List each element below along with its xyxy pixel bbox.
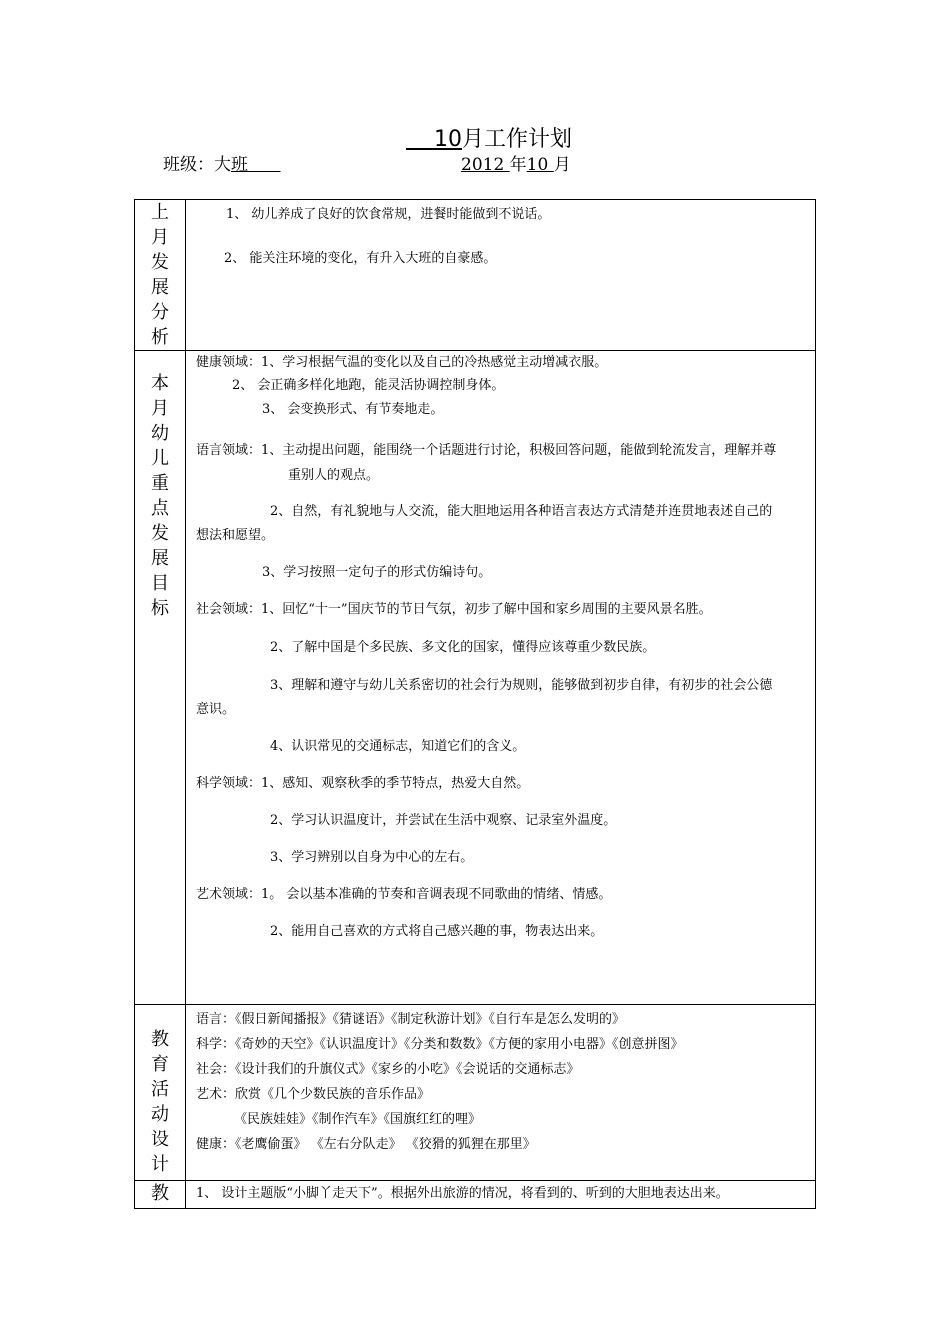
title-text: 月工作计划 — [461, 127, 572, 152]
activity-science: 科学：《奇妙的天空》《认识温度计》《分类和数数》《方便的家用小电器》《创意拼图》 — [196, 1037, 684, 1052]
title-month-number: 10 — [433, 127, 462, 152]
class-value: 班 — [231, 155, 281, 175]
goal-health-3: 3、 会变换形式、有节奏地走。 — [262, 402, 444, 417]
goal-social-1: 社会领域：1、回忆“十一”国庆节的节日气氛，初步了解中国和家乡周围的主要风景名胜。 — [196, 602, 712, 617]
goal-science-2: 2、学习认识温度计，并尝试在生活中观察、记录室外温度。 — [270, 813, 617, 828]
month-value: 10 — [526, 155, 554, 175]
goal-art-1: 艺术领域：1。 会以基本准确的节奏和音调表现不同歌曲的情绪、情感。 — [196, 887, 612, 902]
goal-social-3: 3、理解和遵守与幼儿关系密切的社会行为规则，能够做到初步自律，有初步的社会公德 — [270, 678, 773, 693]
heading-goals: 本月幼儿重点发展目标 — [135, 351, 186, 1005]
page-title — [406, 122, 572, 153]
heading-last-month: 上月发展分析 — [135, 200, 186, 351]
year-suffix: 年 — [509, 155, 527, 175]
title-underline-prefix — [406, 127, 434, 152]
month-suffix: 月 — [553, 155, 571, 175]
goal-science-1: 科学领域：1、感知、观察秋季的季节特点，热爱大自然。 — [196, 776, 530, 791]
class-label: 班级：大 — [163, 155, 231, 175]
goal-health-1: 健康领域：1、学习根据气温的变化以及自己的冷热感觉主动增减衣服。 — [196, 355, 608, 370]
environment-item-1: 1、 设计主题版“小脚丫走天下”。根据外出旅游的情况，将看到的、听到的大胆地表达出来。 — [196, 1186, 729, 1201]
goal-science-3: 3、学习辨别以自身为中心的左右。 — [270, 850, 474, 865]
goal-language-2: 2、自然，有礼貌地与人交流，能大胆地运用各种语言表达方式清楚并连贯地表述自己的 — [270, 504, 773, 519]
content-last-month — [186, 200, 816, 351]
goal-language-1: 语言领域：1、主动提出问题，能围绕一个话题进行讨论，积极回答问题，能做到轮流发言，理解并尊 — [196, 443, 777, 458]
last-month-item-2: 2、 能关注环境的变化，有升入大班的自豪感。 — [224, 251, 497, 266]
activity-language: 语言：《假日新闻播报》《猜谜语》《制定秋游计划》《自行车是怎么发明的》 — [196, 1012, 626, 1027]
activity-art: 艺术：欣赏《几个少数民族的音乐作品》 — [196, 1087, 431, 1102]
activity-art-cont: 《民族娃娃》《制作汽车》《国旗红红的哩》 — [234, 1112, 482, 1127]
row-environment — [135, 1181, 816, 1209]
goal-social-2: 2、了解中国是个多民族、多文化的国家，懂得应该尊重少数民族。 — [270, 640, 656, 655]
content-activities — [186, 1005, 816, 1181]
work-plan-table — [134, 199, 816, 1209]
row-last-month — [135, 200, 816, 351]
year-value: 2012 — [461, 155, 510, 175]
goal-social-4: 4、认识常见的交通标志，知道它们的含义。 — [270, 739, 526, 754]
content-goals — [186, 351, 816, 1005]
heading-environment: 教 — [135, 1181, 186, 1209]
goal-art-2: 2、能用自己喜欢的方式将自己感兴趣的事，物表达出来。 — [270, 924, 604, 939]
goal-language-2-cont: 想法和愿望。 — [196, 528, 275, 543]
date-info — [461, 150, 571, 175]
content-environment — [186, 1181, 816, 1209]
row-activities — [135, 1005, 816, 1181]
last-month-item-1: 1、 幼儿养成了良好的饮食常规，进餐时能做到不说话。 — [226, 207, 551, 222]
goal-language-1-cont: 重别人的观点。 — [288, 468, 380, 483]
class-info — [163, 150, 280, 175]
row-goals — [135, 351, 816, 1005]
heading-activities: 教育活动设计 — [135, 1005, 186, 1181]
goal-social-3-cont: 意识。 — [196, 702, 236, 717]
activity-social: 社会：《设计我们的升旗仪式》《家乡的小吃》《会说话的交通标志》 — [196, 1062, 580, 1077]
goal-health-2: 2、 会正确多样化地跑，能灵活协调控制身体。 — [232, 378, 505, 393]
goal-language-3: 3、学习按照一定句子的形式仿编诗句。 — [262, 565, 492, 580]
activity-health: 健康：《老鹰偷蛋》 《左右分队走》 《狡猾的狐狸在那里》 — [196, 1137, 536, 1152]
